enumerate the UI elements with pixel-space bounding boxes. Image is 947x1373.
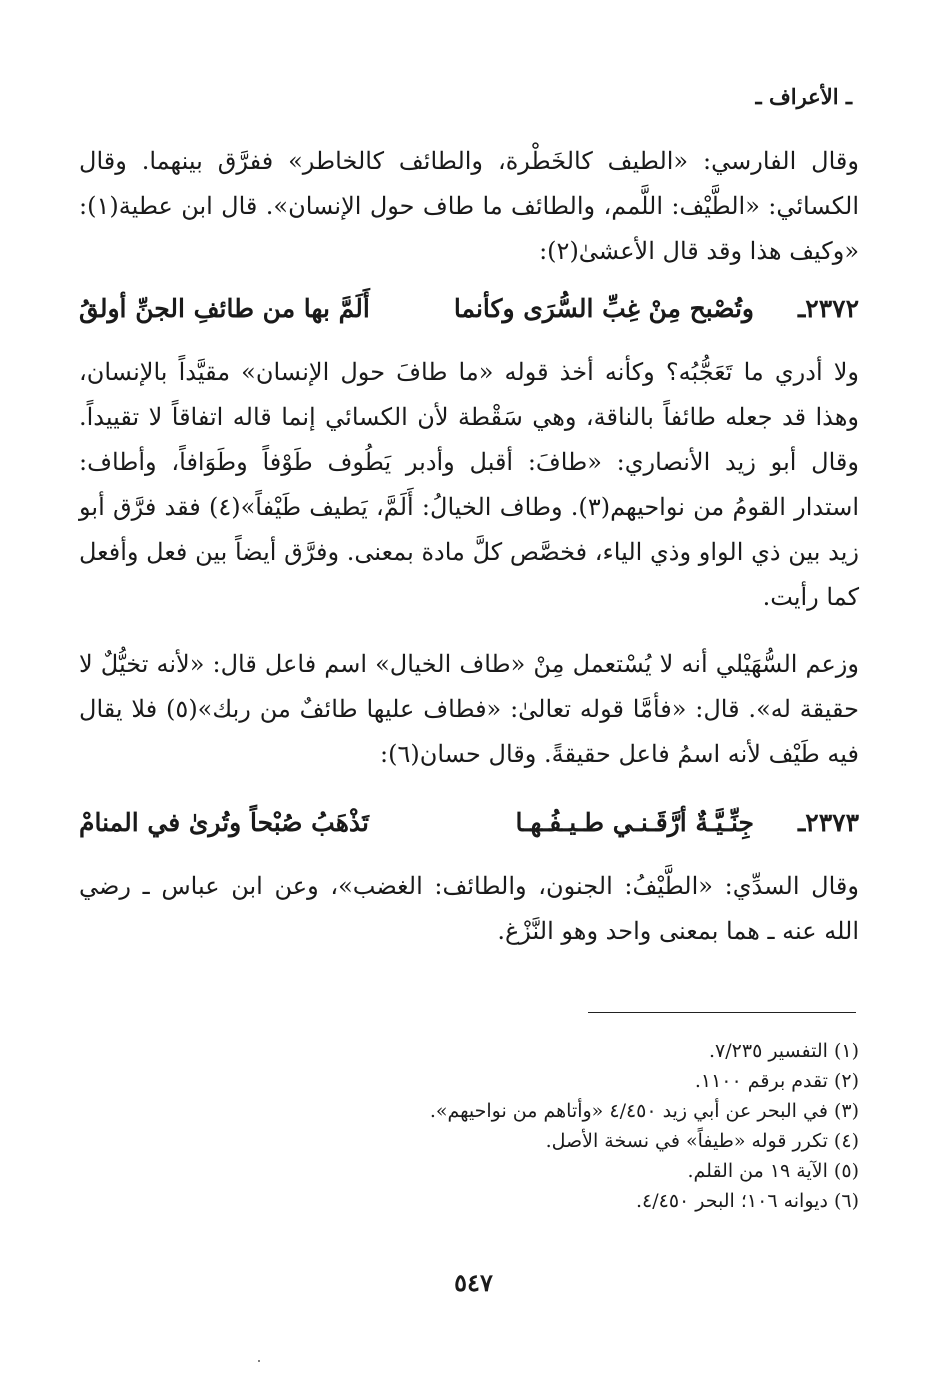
footnote-1: (١) التفسير ٧/٢٣٥. [709,1040,859,1062]
page-number: ٥٤٧ [454,1268,493,1297]
verse-number: ٢٣٧٢ـ [797,294,859,323]
paragraph-farisi-kisai: وقال الفارسي: «الطيف كالخَطْرة، والطائف كالخاطر» ففرَّق بينهما. وقال الكسائي: «الطَّيْف: اللَّمم، والطائف ما طاف حول الإنسان». قال ابن عطية(١): «وكيف هذا وقد قال الأعشىٰ(٢): [79,147,859,265]
footnote-5: (٥) الآية ١٩ من القلم. [687,1160,859,1182]
paragraph-abu-zayd: ولا أدري ما تَعَجُّبُه؟ وكأنه أخذ قوله «ما طافَ حول الإنسان» مقيَّداً بالإنسان، وهذا قد جعله طائفاً بالناقة، وهي سَقْطة لأن الكسائي إنما قاله اتفاقاً لا تقييداً. وقال أبو زيد الأنصاري: «طافَ: أقبل وأدبر يَطُوف طَوْفاً وطَوَافاً، وأطاف: استدار القومُ من نواحيهم(٣). وطاف الخيالُ: أَلَمَّ، يَطيف طَيْفاً»(٤) فقد فرَّق أبو زيد بين ذي الواو وذي الياء، فخصَّص كلَّ مادة بمعنى. وفرَّق أيضاً بين فعل وأفعل كما رأيت. [79,358,859,611]
paragraph-suhayli: وزعم السُّهَيْلي أنه لا يُسْتعمل مِنْ «طاف الخيال» اسم فاعل قال: «لأنه تخيُّلٌ لا حقيقة له». قال: «فأمَّا قوله تعالىٰ: «فطاف عليها طائفٌ من ربك»(٥) فلا يقال فيه طَيْف لأنه اسمُ فاعل حقيقةً. وقال حسان(٦): [79,650,859,768]
footnote-4: (٤) تكرر قوله «طيفاً» في نسخة الأصل. [545,1130,859,1152]
verse-number: ٢٣٧٣ـ [797,808,859,837]
footnote-separator [588,1012,856,1013]
verse-2373 [79,808,859,856]
footnote-6: (٦) ديوانه ١٠٦؛ البحر ٤/٤٥٠. [635,1190,859,1212]
footnote-2: (٢) تقدم برقم ١١٠٠. [694,1070,859,1092]
verse-second-hemistich: تَذْهَبُ صُبْحاً وتُرىٰ في المنامْ [79,808,369,837]
verse-first-hemistich: جِنِّـيَّـةٌ أرَّقَـنـي طـيـفُـهـا [515,808,754,837]
footnote-3: (٣) في البحر عن أبي زيد ٤/٤٥٠ «وأتاهم من نواحيهم». [429,1100,859,1122]
paragraph-suddi: وقال السدِّي: «الطَّيْفُ: الجنون، والطائف: الغضب»، وعن ابن عباس ـ رضي الله عنه ـ هما بمعنى واحد وهو النَّزْغ. [79,872,859,945]
footnotes [159,1036,859,1216]
scan-speck [258,1360,260,1362]
running-header: ـ الأعراف ـ [755,84,852,109]
verse-first-hemistich: وتُصْبح مِنْ غِبِّ السُّرَى وكأنما [453,294,754,323]
verse-second-hemistich: أَلَمَّ بها من طائفِ الجنِّ أولقُ [79,294,370,323]
verse-2372 [79,294,859,342]
